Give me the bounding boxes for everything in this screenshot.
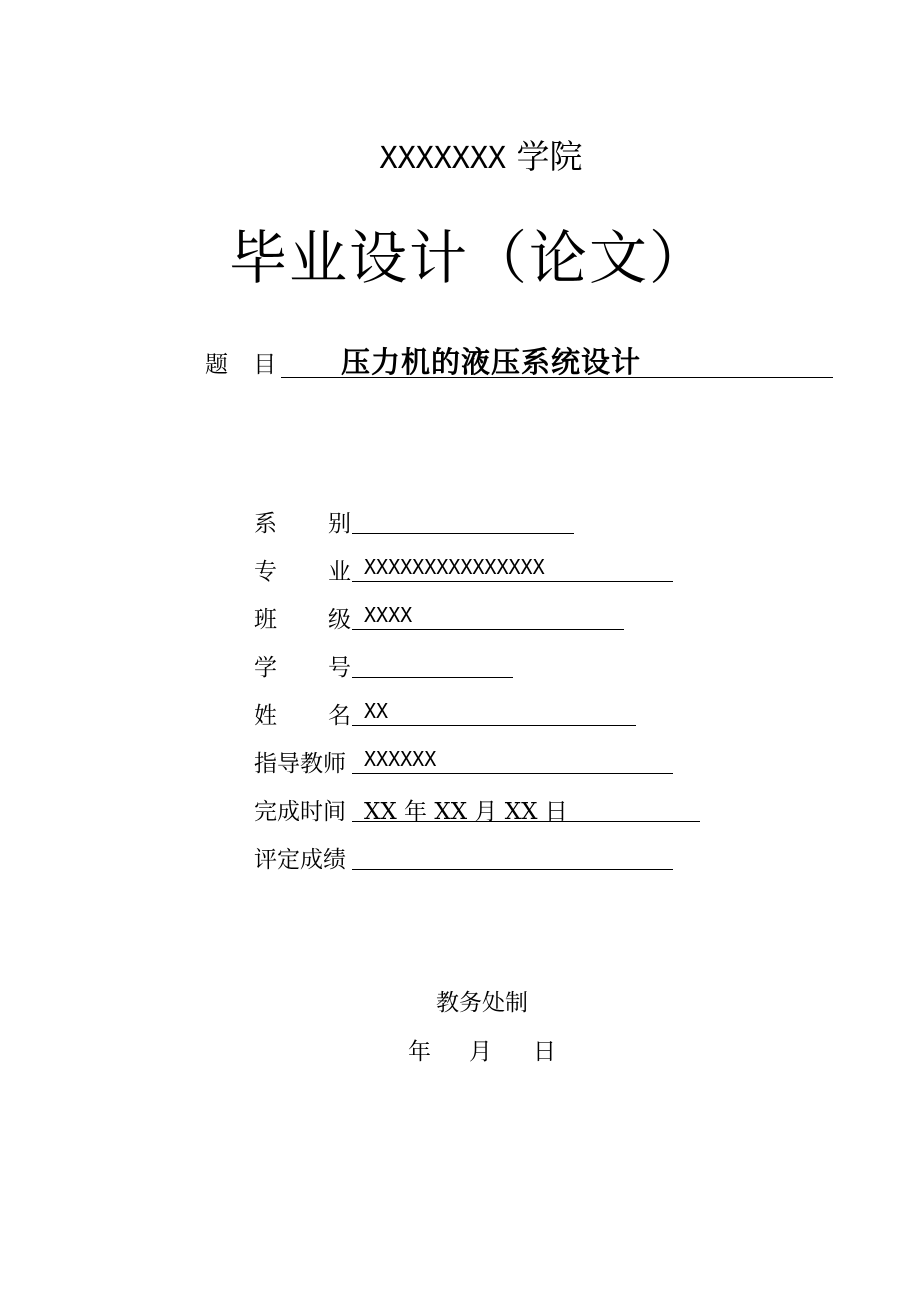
field-label-char-1: 班: [254, 607, 277, 633]
footer-year: 年: [408, 1039, 431, 1065]
field-label: [254, 553, 351, 586]
college-suffix: 学院: [516, 137, 583, 176]
field-label-char-2: 别: [328, 511, 351, 537]
field-label-char-1: 姓: [254, 703, 277, 729]
field-underline: [352, 581, 673, 582]
footer-month: 月: [469, 1039, 492, 1065]
field-underline: [352, 677, 513, 678]
field-label: [254, 649, 351, 682]
field-label: 评定成绩: [254, 847, 346, 873]
field-value: XX 年 XX 月 XX 日: [364, 799, 568, 825]
field-label-char-1: 系: [254, 511, 277, 537]
field-label: [254, 697, 351, 730]
field-label-char-2: 名: [328, 703, 351, 729]
field-label: 完成时间: [254, 799, 346, 825]
field-label: [254, 505, 351, 538]
field-label: 指导教师: [254, 751, 346, 777]
field-underline: [352, 629, 624, 630]
field-underline: [352, 533, 574, 534]
field-label: [254, 601, 351, 634]
college-heading: [0, 132, 920, 184]
field-value: XXXXXXXXXXXXXXX: [364, 555, 545, 579]
field-value: XXXX: [364, 603, 413, 627]
field-label-char-2: 号: [328, 655, 351, 681]
topic-row: [205, 340, 835, 382]
issuing-office: 教务处制: [436, 990, 528, 1016]
field-label-char-2: 业: [328, 559, 351, 585]
footer-day: 日: [533, 1039, 556, 1065]
field-label-char-2: 级: [328, 607, 351, 633]
field-underline: [352, 773, 673, 774]
field-value: XXXXXX: [364, 747, 437, 771]
college-name: XXXXXXX: [379, 141, 506, 176]
field-underline: [352, 869, 673, 870]
document-title: 毕业设计（论文）: [228, 224, 709, 292]
field-value: XX: [364, 699, 389, 723]
topic-value: 压力机的液压系统设计: [341, 345, 642, 379]
field-label-char-1: 学: [254, 655, 277, 681]
field-label-char-1: 专: [254, 559, 277, 585]
field-underline: [352, 725, 636, 726]
topic-label: 题 目: [205, 352, 286, 378]
